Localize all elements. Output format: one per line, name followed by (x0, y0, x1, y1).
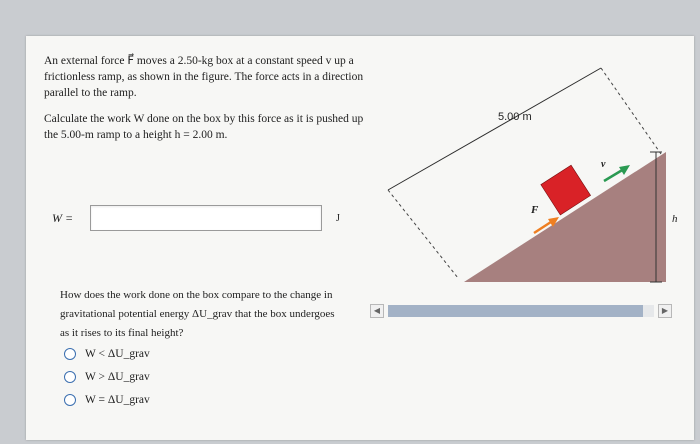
radio-button[interactable] (64, 348, 76, 360)
scroll-left-button[interactable]: ◀ (370, 304, 384, 318)
option-label: W = ΔU_grav (85, 393, 150, 406)
answer-row (52, 205, 340, 231)
option-equal[interactable] (64, 388, 150, 411)
option-label: W < ΔU_grav (85, 347, 150, 360)
question-card (26, 36, 694, 440)
answer-label: W = (52, 210, 74, 225)
figure-scrollbar[interactable] (370, 303, 672, 319)
comparison-question: How does the work done on the box compare to the change in gravitational potential energy ΔU_grav that the box undergoes as it rises to its final height? (60, 289, 335, 339)
velocity-arrow-shaft (604, 169, 624, 181)
answer-unit: J (336, 212, 340, 224)
option-label: W > ΔU_grav (85, 370, 150, 383)
answer-options (64, 342, 150, 411)
ramp-figure (376, 52, 686, 302)
ramp-length-label: 5.00 m (498, 111, 532, 123)
radio-button[interactable] (64, 371, 76, 383)
velocity-label: v⃗ (601, 159, 614, 170)
height-label: h (672, 213, 678, 225)
ramp-diagram (376, 52, 686, 302)
force-label: F⃗ (531, 204, 547, 216)
scroll-thumb[interactable] (388, 305, 643, 317)
option-greater-than[interactable] (64, 365, 150, 388)
dimension-extension-left (388, 190, 458, 278)
problem-statement (44, 53, 374, 153)
work-answer-input[interactable] (90, 205, 322, 231)
option-less-than[interactable] (64, 342, 150, 365)
problem-task: Calculate the work W done on the box by this force as it is pushed up the 5.00-m ramp to a height h = 2.00 m. (44, 113, 364, 141)
dimension-extension-right (601, 68, 661, 154)
scroll-track[interactable] (388, 305, 654, 317)
radio-button[interactable] (64, 394, 76, 406)
scroll-right-button[interactable]: ▶ (658, 304, 672, 318)
problem-text: An external force F⃗ moves a 2.50-kg box at a constant speed v up a frictionless ramp, as shown in the figure. The force acts in a direction parallel to the ramp. (44, 55, 364, 99)
